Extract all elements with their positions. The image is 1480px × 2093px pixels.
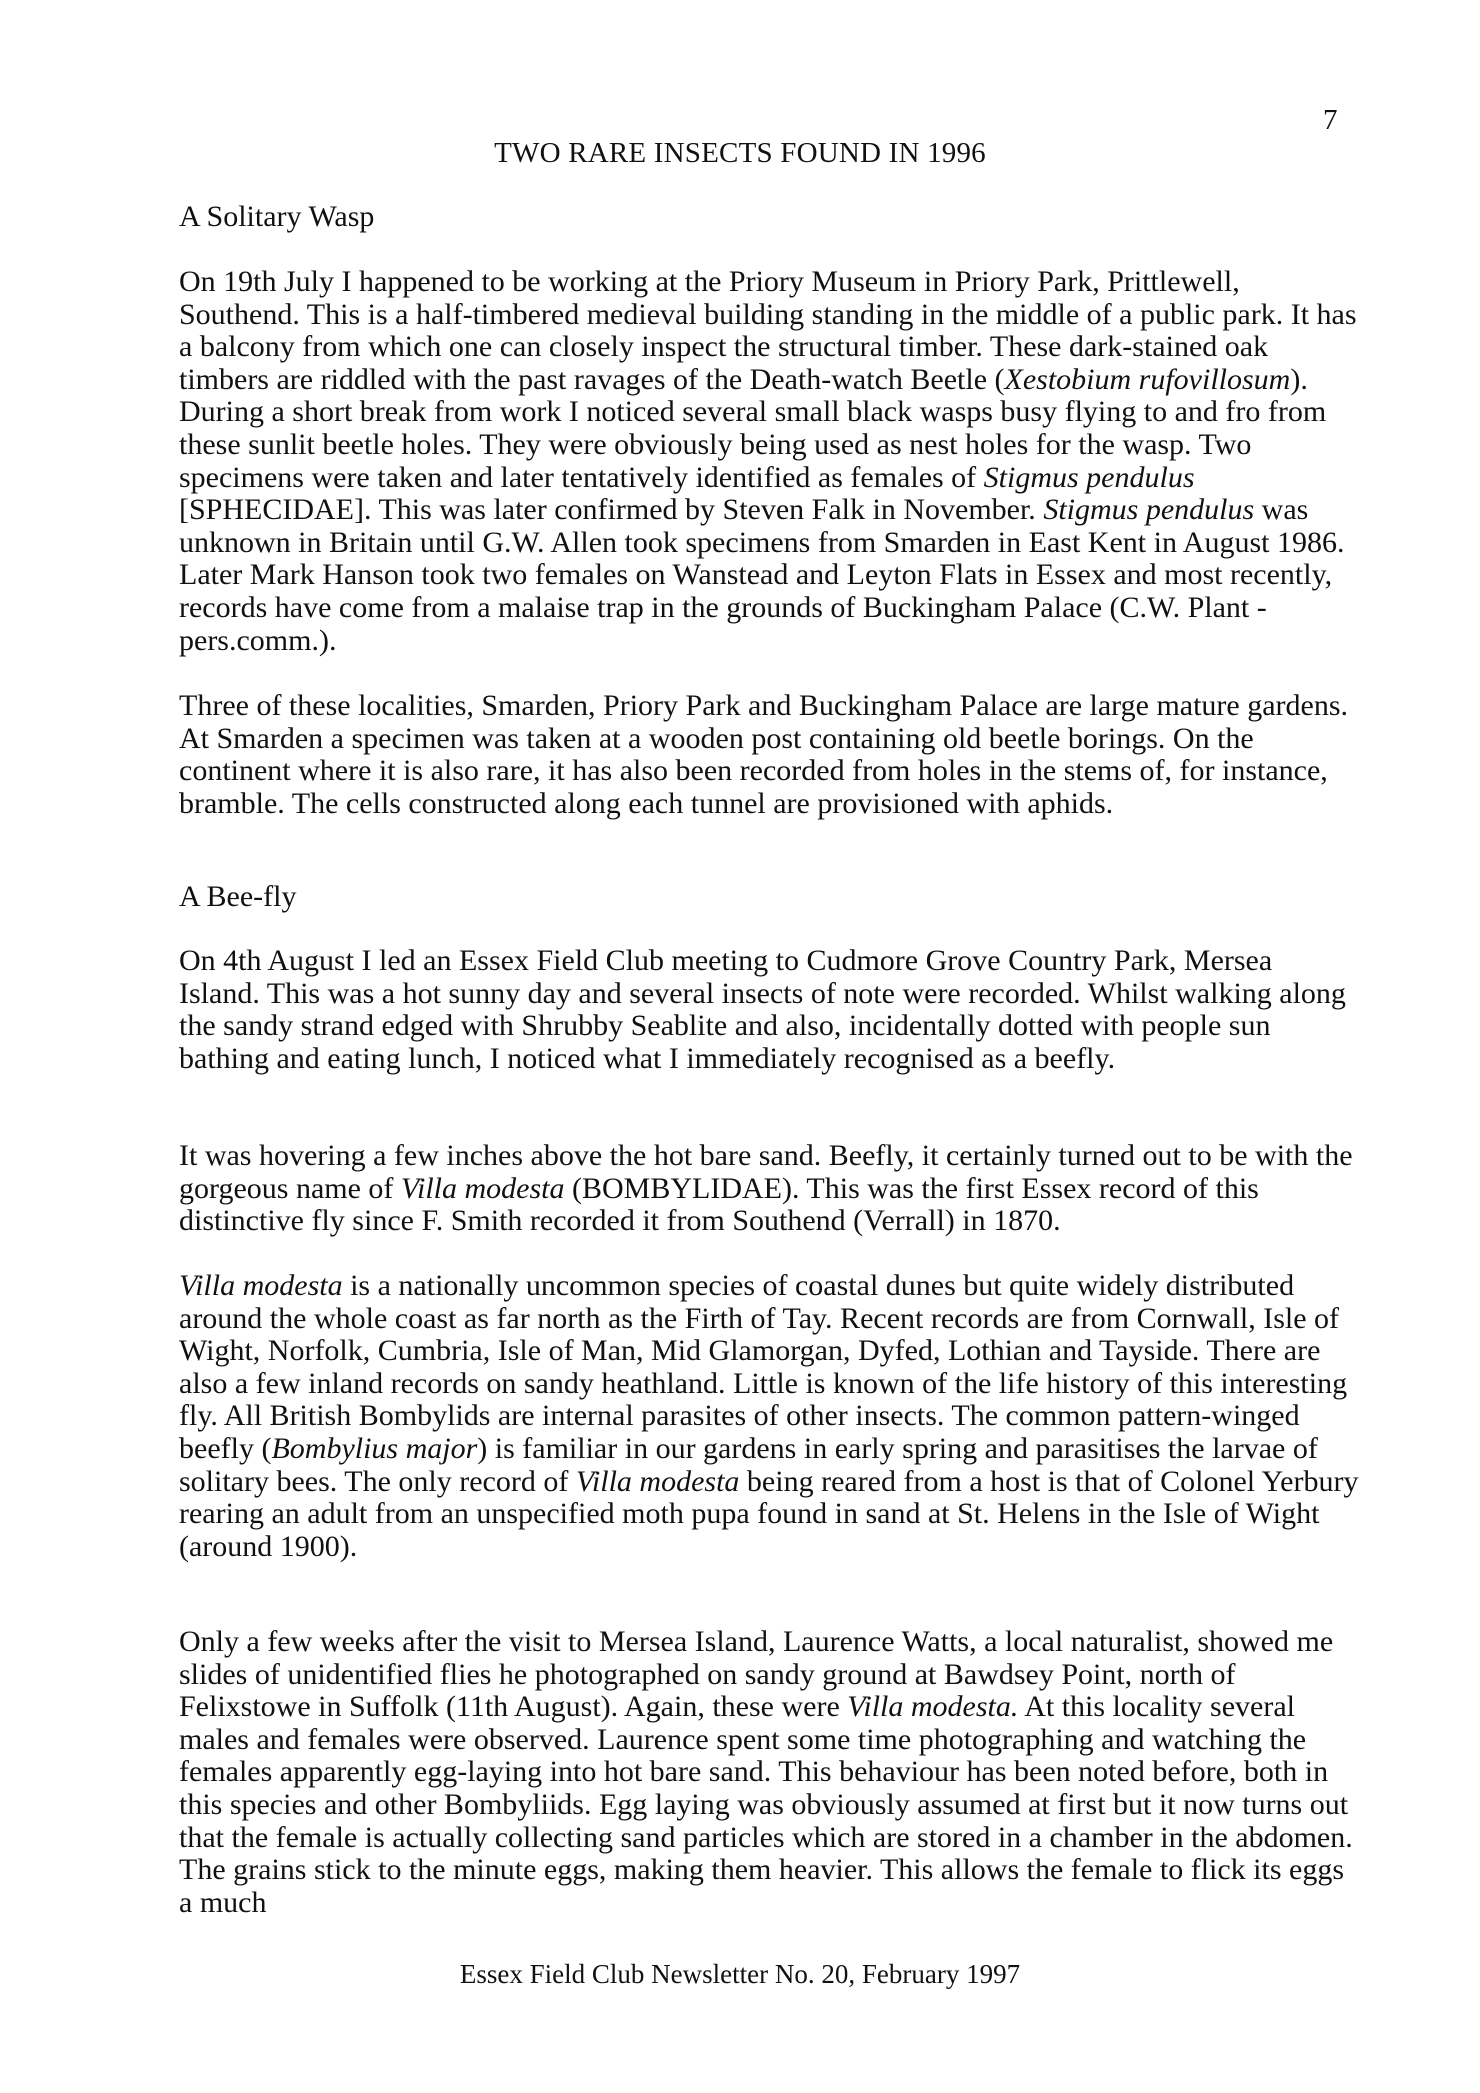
italic-text-run: Bombylius major: [271, 1431, 478, 1465]
text-run: is a nationally uncommon species of coastal dunes but quite widely distributed around the whole coast as far north as the Firth of Tay. Recent records are from Cornwall, Isle of Wight, Norfolk, Cumbria, Isle of Man, Mid Glamorgan, Dyfed, Lothian and Tayside. There are also a few inland records on sandy heathland. Little is known of the life history of this interesting fly. All British Bombylids are internal parasites of other insects. The common pattern-winged beefly (: [179, 1269, 1348, 1465]
text-run: ) is familiar in our gardens in early spring and parasitises the larvae of solitary bees. The only record of: [179, 1431, 1318, 1498]
text-run: On 4th August I led an Essex Field Club meeting to Cudmore Grove Country Park, Mersea Island. This was a hot sunny day and several insects of note were recorded. Whilst walking along the sandy strand edged with Shrubby Seablite and also, incidentally dotted with people sun bathing and eating lunch, I noticed what I immediately recognised as a beefly.: [179, 944, 1346, 1075]
text-run: [SPHECIDAE]. This was later confirmed by Steven Falk in November.: [179, 493, 1044, 527]
italic-text-run: Villa modesta: [400, 1171, 565, 1205]
paragraph: [179, 1270, 1359, 1563]
article-title: TWO RARE INSECTS FOUND IN 1996: [494, 137, 986, 169]
text-run: (BOMBYLIDAE). This was the first Essex record of this distinctive fly since F. Smith recorded it from Southend (Verrall) in 1870.: [179, 1171, 1259, 1238]
italic-text-run: Stigmus pendulus: [983, 460, 1195, 494]
paragraph: [179, 1626, 1359, 1919]
paragraph: [179, 945, 1359, 1075]
text-run: ). During a short break from work I noticed several small black wasps busy flying to and fro from these sunlit beetle holes. They were obviously being used as nest holes for the wasp. Two specimens were taken and later tentatively identified as females of: [179, 362, 1327, 494]
paragraph: [179, 266, 1359, 657]
italic-text-run: Villa modesta: [575, 1464, 740, 1498]
italic-text-run: Stigmus pendulus: [1043, 493, 1255, 527]
section-heading-beefly: A Bee-fly: [179, 880, 297, 913]
paragraph: [179, 1140, 1359, 1238]
text-run: Only a few weeks after the visit to Mersea Island, Laurence Watts, a local naturalist, showed me slides of unidentified flies he photographed on sandy ground at Bawdsey Point, north of Felixstowe in Suffolk (11th August). Again, these were: [179, 1625, 1334, 1724]
italic-text-run: Villa modesta.: [847, 1690, 1019, 1724]
italic-text-run: Xestobium rufovillosum: [1004, 362, 1291, 396]
text-run: On 19th July I happened to be working at the Priory Museum in Priory Park, Prittlewell, Southend. This is a half-timbered medieval building standing in the middle of a public park. It has a balcony from which one can closely inspect the structural timber. These dark-stained oak timbers are riddled with the past ravages of the Death-watch Beetle (: [179, 265, 1357, 396]
paragraph: [179, 690, 1359, 820]
page-number: 7: [1323, 104, 1338, 136]
text-run: being reared from a host is that of Colonel Yerbury rearing an adult from an unspecified moth pupa found in sand at St. Helens in the Isle of Wight (around 1900).: [179, 1464, 1359, 1563]
text-run: Three of these localities, Smarden, Priory Park and Buckingham Palace are large mature gardens. At Smarden a specimen was taken at a wooden post containing old beetle borings. On the continent where it is also rare, it has also been recorded from holes in the stems of, for instance, bramble. The cells constructed along each tunnel are provisioned with aphids.: [179, 689, 1349, 820]
text-run: It was hovering a few inches above the hot bare sand. Beefly, it certainly turned out to be with the gorgeous name of: [179, 1139, 1353, 1205]
text-run: was unknown in Britain until G.W. Allen took specimens from Smarden in East Kent in August 1986. Later Mark Hanson took two females on Wanstead and Leyton Flats in Essex and most recently, records have come from a malaise trap in the grounds of Buckingham Palace (C.W. Plant - pers.comm.).: [179, 493, 1345, 657]
text-run: At this locality several males and females were observed. Laurence spent some time photographing and watching the females apparently egg-laying into hot bare sand. This behaviour has been noted before, both in this species and other Bombyliids. Egg laying was obviously assumed at first but it now turns out that the female is actually collecting sand particles which are stored in a chamber in the abdomen. The grains stick to the minute eggs, making them heavier. This allows the female to flick its eggs a much: [179, 1690, 1353, 1919]
italic-text-run: Villa modesta: [179, 1269, 343, 1302]
section-heading-wasp: A Solitary Wasp: [179, 200, 375, 233]
footer: Essex Field Club Newsletter No. 20, February 1997: [459, 1959, 1021, 1989]
